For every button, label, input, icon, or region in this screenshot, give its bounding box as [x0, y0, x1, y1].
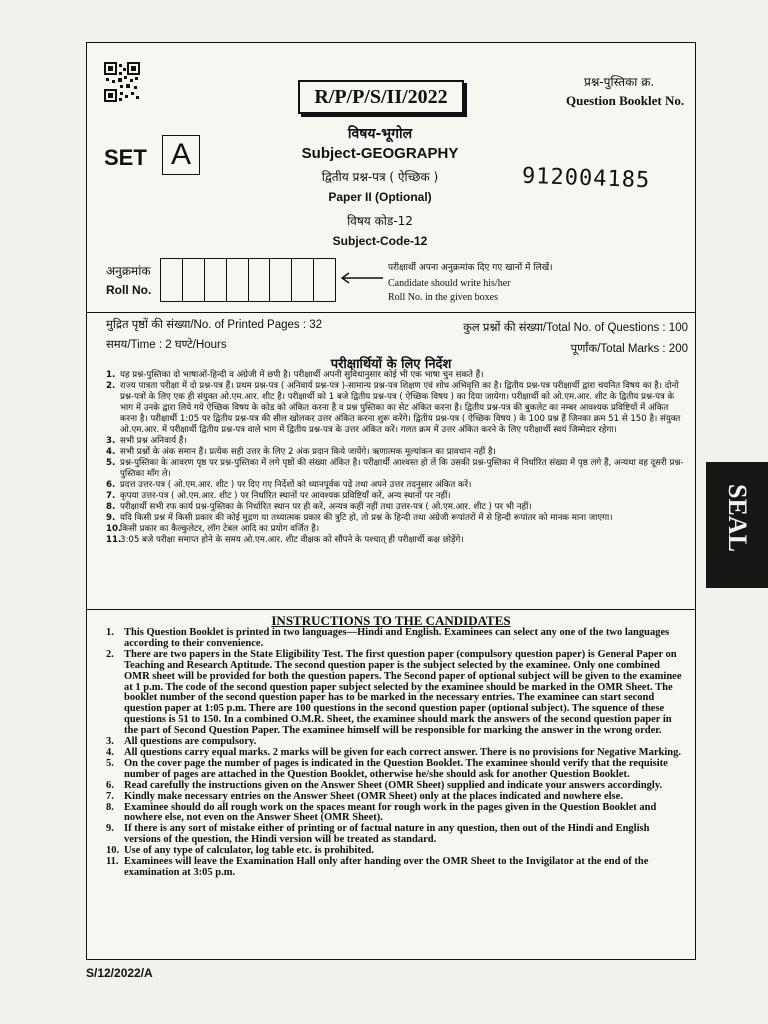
subject-code-hindi: विषय कोड-12: [347, 214, 413, 228]
instruction-item: [106, 628, 688, 650]
instruction-number: 3.: [106, 436, 116, 446]
instruction-number: 1.: [106, 627, 114, 638]
printed-pages: मुद्रित पृष्ठों की संख्या/No. of Printed Pages : 32: [106, 319, 323, 331]
total-questions: कुल प्रश्नों की संख्या/Total No. of Questions : 100: [463, 322, 688, 334]
instruction-number: 5.: [106, 757, 114, 769]
paper-code: R/P/P/S/II/2022: [298, 80, 464, 114]
paper-title: Paper II (Optional): [328, 190, 432, 204]
instruction-number: 9.: [106, 823, 114, 835]
subject-hindi: विषय-भूगोल: [347, 126, 413, 142]
instruction-number: 11.: [106, 535, 122, 545]
subject-title: Subject-GEOGRAPHY: [301, 145, 459, 162]
divider: [86, 312, 696, 313]
instruction-text: There are two papers in the State Eligibility Test. The first question paper (compulsory question paper) is General Paper on Teaching and Research Aptitude. The second question paper is the subject selected by the examinee. Only one combined OMR sheet will be provided for both the question papers. The Second paper of optional subject will be given to the examinee at 1 p.m. The code of the second question paper subject selected by the examinee should be marked in the OMR Sheet. The booklet number of the second question paper has to be marked in the necessary entries. The examinee can start second question paper at 1:05 p.m. There are 100 questions in the second question paper (optional subject). The squence of these questions is 51 to 150. In a combined O.M.R. Sheet, the examinee should mark the answers of the second question paper in the part of Second Question Paper. The examinee himself will be responsible for marking the answer in the wrong order.: [124, 648, 682, 737]
instruction-text: All questions carry equal marks. 2 marks will be given for each correct answer. There is no provisions for Negative Marking.: [124, 746, 681, 758]
instruction-item: [106, 650, 688, 737]
instruction-item: [106, 524, 688, 535]
instruction-text: सभी प्रश्न अनिवार्य हैं।: [120, 436, 187, 446]
instruction-number: 2.: [106, 381, 116, 391]
booklet-number: 912004185: [521, 163, 651, 194]
set-value: A: [162, 135, 200, 175]
instruction-text: This Question Booklet is printed in two languages—Hindi and English. Examinees can select any one of the two languages according to their convenience.: [124, 627, 670, 649]
instruction-text: सभी प्रश्नों के अंक समान हैं। प्रत्येक सही उत्तर के लिए 2 अंक प्रदान किये जायेंगे। ऋणात्मक मूल्यांकन का प्रावधान नहीं है।: [120, 447, 496, 457]
instruction-item: [106, 491, 688, 502]
footer-code: S/12/2022/A: [86, 966, 153, 980]
instruction-text: 3:05 बजे परीक्षा समाप्त होने के समय ओ.एम.आर. शीट वीक्षक को सौंपने के पश्चात् ही परीक्षार्थी कक्ष छोड़ेंगे।: [120, 535, 464, 545]
instruction-item: [106, 803, 688, 825]
instruction-item: [106, 370, 688, 381]
roll-instruction-hindi: परीक्षार्थी अपना अनुक्रमांक दिए गए खानों में लिखें।: [388, 263, 553, 273]
time-allowed: समय/Time : 2 घण्टे/Hours: [106, 339, 227, 351]
instruction-text: Use of any type of calculator, log table etc. is prohibited.: [124, 845, 374, 857]
instruction-number: 9.: [106, 513, 116, 523]
instruction-item: [106, 857, 688, 879]
instruction-number: 8.: [106, 801, 114, 813]
subject-code: Subject-Code-12: [332, 234, 428, 248]
instruction-number: 4.: [106, 447, 116, 457]
instruction-text: If there is any sort of mistake either of printing or of factual nature in any question, then out of the Hindi and English versions of the question, the Hindi version will be treated as standard.: [124, 823, 650, 846]
instruction-item: [106, 480, 688, 491]
instruction-text: कृपया उत्तर-पत्र ( ओ.एम.आर. शीट ) पर निर्धारित स्थानों पर आवश्यक प्रविष्टियाँ करें, अन्य स्थानों पर नहीं।: [120, 491, 451, 501]
qr-code-icon: [104, 62, 140, 102]
hindi-instructions-title: परीक्षार्थियों के लिए निर्देश: [330, 357, 452, 372]
roll-digit-box[interactable]: [292, 259, 314, 301]
instruction-item: [106, 792, 688, 803]
instruction-text: परीक्षार्थी सभी रफ कार्य प्रश्न-पुस्तिका के निर्धारित स्थान पर ही करें, अन्यत्र कहीं नहीं तथा उत्तर-पत्र ( ओ.एम.आर. शीट ) पर भी नहीं।: [120, 502, 532, 512]
roll-instruction-line-1: Candidate should write his/her: [388, 278, 511, 289]
instruction-text: All questions are compulsory.: [124, 736, 257, 748]
arrow-left-icon: [340, 272, 384, 284]
instruction-text: यदि किसी प्रश्न में किसी प्रकार की कोई मुद्रण या तथ्यात्मक प्रकार की त्रुटि हो, तो प्रश्न के हिन्दी तथा अंग्रेजी रूपांतरों में से हिन्दी रूपांतर को मानक माना जाएगा।: [120, 513, 613, 523]
total-marks: पूर्णांक/Total Marks : 200: [570, 343, 688, 355]
instruction-number: 10.: [106, 845, 120, 857]
roll-instruction-line-2: Roll No. in the given boxes: [388, 292, 498, 303]
instruction-number: 3.: [106, 736, 114, 748]
roll-digit-box[interactable]: [314, 259, 335, 301]
instruction-number: 6.: [106, 480, 116, 490]
instruction-number: 4.: [106, 746, 114, 758]
instruction-text: Examinees will leave the Examination Hall only after handing over the OMR Sheet to the Invigilator at the end of the examination at 3:05 p.m.: [124, 856, 649, 878]
set-label: SET: [104, 145, 147, 170]
booklet-number-label-hindi: प्रश्न-पुस्तिका क्र.: [584, 75, 655, 89]
instruction-number: 10.: [106, 524, 122, 534]
instruction-number: 6.: [106, 779, 114, 791]
hindi-instructions-list: [106, 370, 688, 546]
instruction-item: [106, 436, 688, 447]
instruction-item: [106, 759, 688, 781]
roll-label: Roll No.: [106, 283, 152, 297]
instruction-number: 8.: [106, 502, 116, 512]
instruction-item: [106, 535, 688, 546]
instruction-number: 11.: [106, 856, 119, 868]
instruction-item: [106, 447, 688, 458]
divider: [86, 609, 696, 610]
english-instructions-list: [106, 628, 688, 879]
booklet-number-label: Question Booklet No.: [566, 93, 685, 108]
roll-digit-box[interactable]: [183, 259, 205, 301]
instruction-number: 5.: [106, 458, 116, 468]
instruction-number: 2.: [106, 648, 114, 660]
instruction-text: Kindly make necessary entries on the Answer Sheet (OMR Sheet) only at the places indicated and nowhere else.: [124, 790, 623, 802]
roll-digit-box[interactable]: [161, 259, 183, 301]
instruction-item: [106, 513, 688, 524]
instruction-item: [106, 458, 688, 480]
instruction-number: 1.: [106, 370, 116, 380]
roll-digit-box[interactable]: [249, 259, 271, 301]
instruction-number: 7.: [106, 491, 116, 501]
instruction-text: किसी प्रकार का कैल्कुलेटर, लॉग टेबल आदि का प्रयोग वर्जित है।: [120, 524, 320, 534]
paper-hindi: द्वितीय प्रश्न-पत्र ( ऐच्छिक ): [321, 170, 439, 184]
instruction-item: [106, 381, 688, 436]
instruction-text: यह प्रश्न-पुस्तिका दो भाषाओं-हिन्दी व अंग्रेजी में छपी है। परीक्षार्थी अपनी सुविधानुसार कोई भी एक भाषा चुन सकते हैं।: [120, 370, 484, 380]
roll-number-boxes[interactable]: [160, 258, 336, 302]
instruction-text: Read carefully the instructions given on the Answer Sheet (OMR Sheet) supplied and indicate your answers accordingly.: [124, 779, 663, 791]
instruction-text: प्रश्न-पुस्तिका के आवरण पृष्ठ पर प्रश्न-पुस्तिका में लगे पृष्ठों की संख्या अंकित है। परीक्षार्थी आश्वस्त हो लें कि उसकी प्रश्न-पुस्तिका में निर्धारित संख्या में पृष्ठ लगे हैं, अन्यथा वह दूसरी प्रश्न-पुस्तिका माँग ले।: [120, 458, 684, 479]
roll-digit-box[interactable]: [205, 259, 227, 301]
instruction-text: प्रदत्त उत्तर-पत्र ( ओ.एम.आर. शीट ) पर दिए गए निर्देशों को ध्यानपूर्वक पढ़ें तथा अपने उत्तर तदनुसार अंकित करें।: [120, 480, 472, 490]
instruction-text: राज्य पात्रता परीक्षा में दो प्रश्न-पत्र हैं। प्रथम प्रश्न-पत्र ( अनिवार्य प्रश्न-पत्र )-सामान्य प्रश्न-पत्र शिक्षण एवं शोध अभिवृत्ति का है। द्वितीय प्रश्न-पत्र परीक्षार्थी द्वारा चयनित विषय का है। दोनों प्रश्न-पत्रों के लिए एक ही संयुक्त ओ.एम.आर. शीट है। परीक्षार्थी को 1 बजे द्वितीय प्रश्न-पत्र ( ऐच्छिक विषय ) का दिया जायेगा। परीक्षार्थी को ओ.एम.आर. शीट के द्वितीय प्रश्न-पत्र के भाग में उनके द्वारा लिये गये ऐच्छिक विषय के कोड को अंकित करना है व प्रश्न पुस्तिका का सेट अंकित करना है। द्वितीय प्रश्न-पत्र की बुकलेट का नम्बर आवश्यक प्रविष्टियों में अंकित करना है। परीक्षार्थी 1:05 पर द्वितीय प्रश्न-पत्र की सील खोलकर उत्तर अंकित करना शुरू करेंगे। द्वितीय प्रश्न-पत्र ( ऐच्छिक विषय ) के 100 प्रश्न हैं जिनका क्रम 51 से 150 है। संयुक्त ओ.एम.आर. में परीक्षार्थी द्वितीय प्रश्न-पत्र वाले भाग में द्वितीय प्रश्न-पत्र के उत्तर अंकित करें। गलत क्रम में उत्तर अंकित करने के लिए परीक्षार्थी स्वयं जिम्मेदार रहेगा।: [120, 381, 681, 435]
instruction-text: Examinee should do all rough work on the spaces meant for rough work in the pages given in the Question Booklet and nowhere else, not even on the Answer Sheet (OMR Sheet).: [124, 801, 657, 824]
instruction-number: 7.: [106, 790, 114, 802]
roll-digit-box[interactable]: [270, 259, 292, 301]
instruction-item: [106, 781, 688, 792]
instruction-item: [106, 824, 688, 846]
roll-label-hindi: अनुक्रमांक: [106, 264, 151, 278]
roll-digit-box[interactable]: [227, 259, 249, 301]
seal-label: SEAL: [723, 484, 752, 552]
english-instructions-title: INSTRUCTIONS TO THE CANDIDATES: [271, 613, 511, 628]
instruction-item: [106, 502, 688, 513]
instruction-text: On the cover page the number of pages is indicated in the Question Booklet. The examinee should verify that the requisite number of pages are attached in the Question Booklet, otherwise he/she should ask for another Question Booklet.: [124, 757, 668, 780]
